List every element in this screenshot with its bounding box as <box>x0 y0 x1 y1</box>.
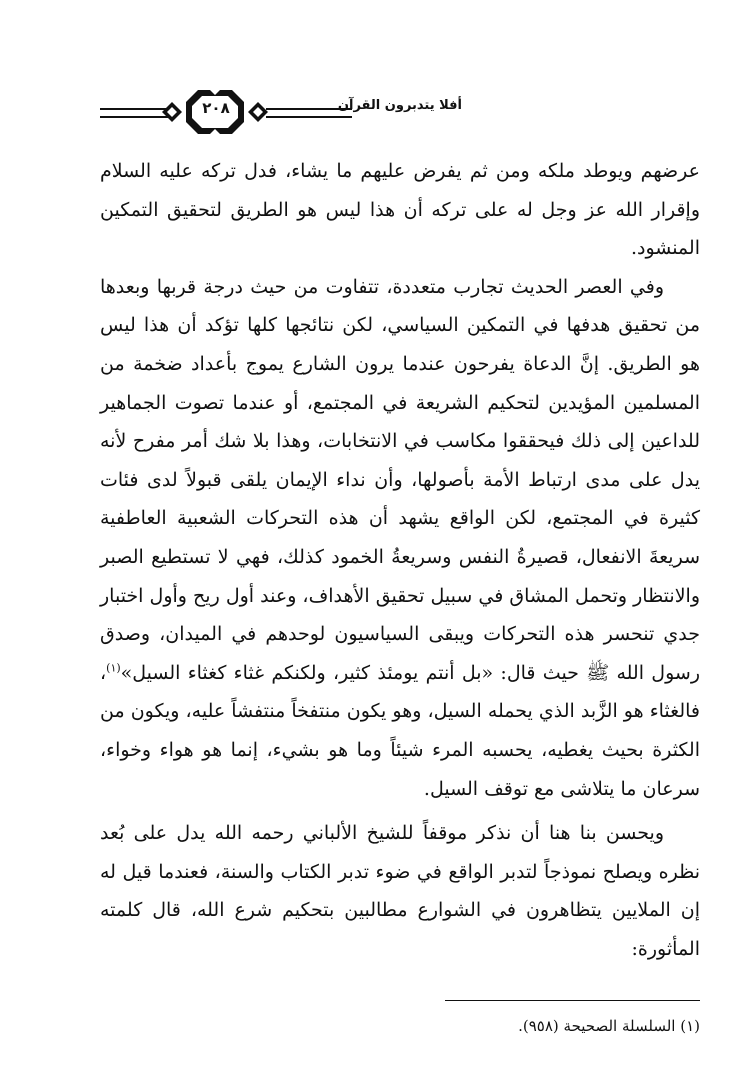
footnote-1: (١) السلسلة الصحيحة (٩٥٨). <box>518 1017 700 1035</box>
footnote-reference: (١) <box>106 661 121 675</box>
footnote-separator <box>445 1000 700 1001</box>
paragraph-2-text: وفي العصر الحديث تجارب متعددة، تتفاوت من حيث درجة قربها وبعدها من تحقيق هدفها في التمكين السياسي، لكن نتائجها كلها تؤكد أن هذا ليس هو الطريق. إنَّ الدعاة يفرحون عندما يرون الشارع يموج بأعداد ضخمة من المسلمين المؤيدين لتحكيم الشريعة في المجتمع، أو عندما تصوت الجماهير للداعين إلى ذلك فيحققوا مكاسب في الانتخابات، وهذا بلا شك أمر مفرح لأنه يدل على مدى ارتباط الأمة بأصولها، وأن نداء الإيمان يلقى قبولاً لدى فئات كثيرة في المجتمع، لكن الواقع يشهد أن هذه التحركات الشعبية العاطفية سريعةَ الانفعال، قصيرةُ النفس وسريعةُ الخمود كذلك، فهي لا تستطيع الصبر والانتظار وتحمل المشاق في سبيل تحقيق الأهداف، وعند أول ريح وأول اختبار جدي تنحسر هذه التحركات ويبقى السياسيون لوحدهم في الميدان، وصدق رسول الله ﷺ حيث قال: «بل أنتم يومئذ كثير، ولكنكم غثاء كغثاء السيل» <box>100 275 700 684</box>
main-text <box>100 152 700 968</box>
paragraph-2-tail: ، فالغثاء هو الزَّبد الذي يحمله السيل، وهو يكون منتفخاً منتفشاً عليه، ويكون من الكثرة بحيث يغطيه، يحسبه المرء شيئاً وما هو بشيء، إنما هو هواء وخواء، سرعان ما يتلاشى مع توقف السيل. <box>100 661 700 800</box>
page-number: ٢٠٨ <box>202 99 230 117</box>
page-header <box>100 84 700 140</box>
paragraph-2 <box>100 268 700 808</box>
paragraph-1: عرضهم ويوطد ملكه ومن ثم يفرض عليهم ما يشاء، فدل تركه عليه السلام وإقرار الله عز وجل له على تركه أن هذا ليس هو الطريق لتحقيق التمكين المنشود. <box>100 160 700 260</box>
running-title: أفلا يتدبرون القرآن <box>337 98 462 113</box>
paragraph-3: ويحسن بنا هنا أن نذكر موقفاً للشيخ الألباني رحمه الله يدل على بُعد نظره ويصلح نموذجاً لتدبر الواقع في ضوء تدبر الكتاب والسنة، فعندما قيل له إن الملايين يتظاهرون في الشوارع مطالبين بتحكيم شرع الله، قال كلمته المأثورة: <box>100 822 700 960</box>
